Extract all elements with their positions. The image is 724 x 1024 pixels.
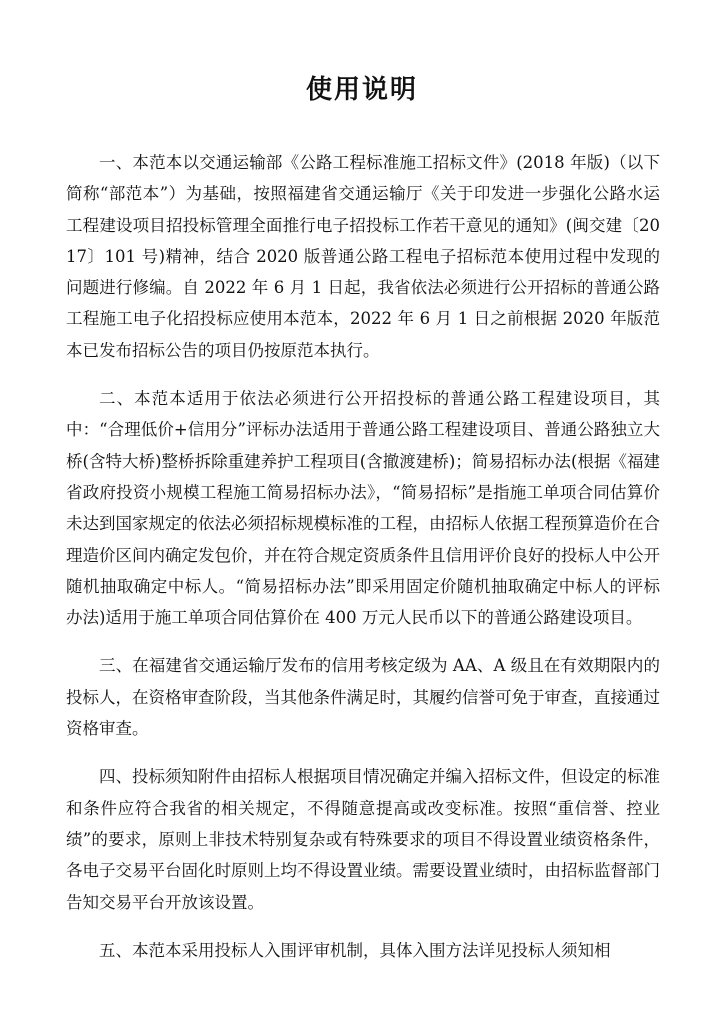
paragraph-1: 一、本范本以交通运输部《公路工程标准施工招标文件》(2018 年版)（以下简称“部范本”）为基础，按照福建省交通运输厅《关于印发进一步强化公路水运工程建设项目招投标管理全面推行电子招投标工作若干意见的通知》(闽交建〔2017〕101 号)精神，结合 2020 版普通公路工程电子招标范本使用过程中发现的问题进行修编。自 2022 年 6 月 1 日起，我省依法必须进行公开招标的普通公路工程施工电子化招投标应使用本范本，2022 年 6 月 1 日之前根据 2020 年版范本已发布招标公告的项目仍按原范本执行。 — [66, 153, 660, 360]
paragraph-spacer — [66, 633, 660, 650]
paragraph-spacer — [66, 366, 660, 383]
paragraph-2: 二、本范本适用于依法必须进行公开招投标的普通公路工程建设项目，其中：“合理低价+信用分”评标办法适用于普通公路工程建设项目、普通公路独立大桥(含特大桥)整桥拆除重建养护工程项目(含撤渡建桥)；简易招标办法(根据《福建省政府投资小规模工程施工简易招标办法》，“简易招标”是指施工单项合同估算价未达到国家规定的依法必须招标规模标准的工程，由招标人依据工程预算造价在合理造价区间内确定发包价，并在符合规定资质条件且信用评价良好的投标人中公开随机抽取确定中标人。“简易招标办法”即采用固定价随机抽取确定中标人的评标办法)适用于施工单项合同估算价在 400 万元人民币以下的普通公路建设项目。 — [66, 389, 660, 628]
paragraph-3: 三、在福建省交通运输厅发布的信用考核定级为 AA、A 级且在有效期限内的投标人，在资格审查阶段，当其他条件满足时，其履约信誉可免于审查，直接通过资格审查。 — [66, 656, 660, 739]
paragraph-spacer — [66, 744, 660, 761]
paragraph-spacer — [66, 918, 660, 935]
paragraph-5: 五、本范本采用投标人入围评审机制，具体入围方法详见投标人须知相 — [99, 940, 611, 960]
paragraph-4: 四、投标须知附件由招标人根据项目情况确定并编入招标文件，但设定的标准和条件应符合我省的相关规定，不得随意提高或改变标准。按照“重信誉、控业绩”的要求，原则上非技术特别复杂或有特殊要求的项目不得设置业绩资格条件，各电子交易平台固化时原则上均不得设置业绩。需要设置业绩时，由招标监督部门告知交易平台开放该设置。 — [66, 767, 660, 912]
document-body — [66, 147, 660, 966]
page-title: 使用说明 — [305, 75, 418, 105]
